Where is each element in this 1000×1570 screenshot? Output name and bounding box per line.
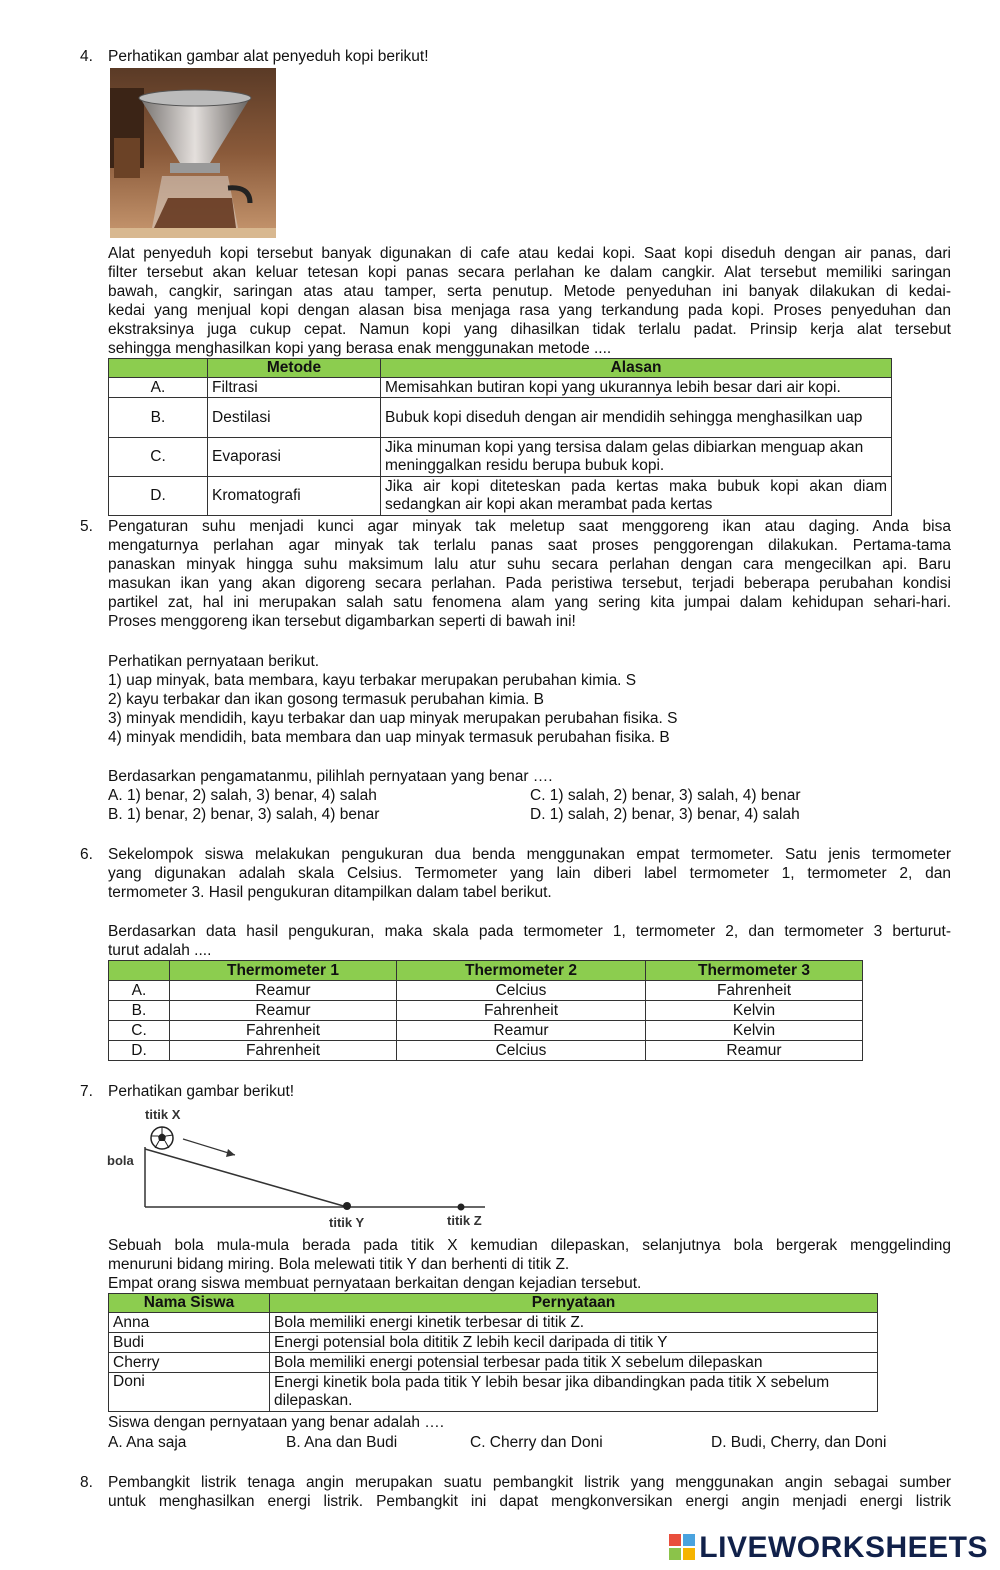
q7-header-nama: Nama Siswa (109, 1294, 270, 1313)
q8-number: 8. (80, 1474, 93, 1491)
q6-option-d[interactable]: D. (109, 1041, 170, 1061)
q5-option-c[interactable]: C. 1) salah, 2) benar, 3) salah, 4) benar (530, 787, 801, 804)
q6-header-t3: Thermometer 3 (646, 961, 863, 981)
q7-table (108, 1293, 878, 1412)
q4-header-alasan: Alasan (381, 359, 892, 378)
table-row: D. Kromatografi Jika air kopi diteteskan pada kertas maka bubuk kopi akan diam sedangkan air kopi akan merambat pada kertas (109, 477, 892, 516)
q7-header-pernyataan: Pernyataan (270, 1294, 878, 1313)
q7-option-b[interactable]: B. Ana dan Budi (286, 1434, 398, 1451)
q7-ask: Siswa dengan pernyataan yang benar adalah …. (108, 1414, 445, 1431)
q4-table (108, 358, 892, 516)
q6-option-a[interactable]: A. (109, 981, 170, 1001)
q5-option-b[interactable]: B. 1) benar, 2) benar, 3) salah, 4) benar (108, 806, 380, 823)
list-item: 4) minyak mendidih, bata membara dan uap minyak termasuk perubahan fisika. B (108, 729, 670, 746)
table-row: C. Evaporasi Jika minuman kopi yang tersisa dalam gelas dibiarkan menguap akan meninggalkan residu berupa bubuk kopi. (109, 438, 892, 477)
q4-option-c[interactable]: C. (109, 438, 208, 477)
q5-option-a[interactable]: A. 1) benar, 2) salah, 3) benar, 4) salah (108, 787, 377, 804)
q6-number: 6. (80, 846, 93, 863)
q4-prompt: Perhatikan gambar alat penyeduh kopi berikut! (108, 48, 429, 65)
list-item: 2) kayu terbakar dan ikan gosong termasuk perubahan kimia. B (108, 691, 544, 708)
table-row: Budi Energi potensial bola dititik Z lebih kecil daripada di titik Y (109, 1333, 878, 1353)
label-titik-x: titik X (145, 1107, 181, 1122)
list-item: 1) uap minyak, bata membara, kayu terbakar merupakan perubahan kimia. S (108, 672, 637, 689)
coffee-dripper-photo (110, 68, 276, 238)
q5-ask: Berdasarkan pengamatanmu, pilihlah pernyataan yang benar …. (108, 768, 553, 785)
q7-number: 7. (80, 1083, 93, 1100)
label-bola: bola (107, 1153, 134, 1168)
q4-option-a[interactable]: A. (109, 378, 208, 398)
table-row: C. Fahrenheit Reamur Kelvin (109, 1021, 863, 1041)
ball-icon (151, 1127, 173, 1149)
label-titik-y: titik Y (329, 1215, 365, 1230)
q6-header-t1: Thermometer 1 (170, 961, 397, 981)
table-row: B. Reamur Fahrenheit Kelvin (109, 1001, 863, 1021)
list-item: 3) minyak mendidih, kayu terbakar dan uap minyak merupakan perubahan fisika. S (108, 710, 678, 727)
table-row: A. Reamur Celcius Fahrenheit (109, 981, 863, 1001)
q6-option-b[interactable]: B. (109, 1001, 170, 1021)
table-row: Doni Energi kinetik bola pada titik Y lebih besar jika dibandingkan pada titik X sebelum dilepaskan. (109, 1373, 878, 1412)
label-titik-z: titik Z (447, 1213, 482, 1228)
q7-option-d[interactable]: D. Budi, Cherry, dan Doni (711, 1434, 887, 1451)
q4-option-b[interactable]: B. (109, 398, 208, 438)
q7-option-a[interactable]: A. Ana saja (108, 1434, 187, 1451)
point-y-icon (343, 1202, 351, 1210)
table-row: A. Filtrasi Memisahkan butiran kopi yang ukurannya lebih besar dari air kopi. (109, 378, 892, 398)
liveworksheets-logo-icon (669, 1534, 695, 1560)
q6-header-t2: Thermometer 2 (397, 961, 646, 981)
q7-option-c[interactable]: C. Cherry dan Doni (470, 1434, 603, 1451)
table-row: D. Fahrenheit Celcius Reamur (109, 1041, 863, 1061)
q4-option-d[interactable]: D. (109, 477, 208, 516)
brand-name: LIVEWORKSHEETS (699, 1530, 988, 1564)
q4-number: 4. (80, 48, 93, 65)
q5-number: 5. (80, 518, 93, 535)
liveworksheets-logo (669, 1530, 988, 1564)
q6-table (108, 960, 863, 1061)
q5-intro: Perhatikan pernyataan berikut. (108, 653, 320, 670)
coffee-dripper-image (110, 68, 276, 238)
inclined-plane-diagram (105, 1103, 495, 1233)
q5-option-d[interactable]: D. 1) salah, 2) benar, 3) benar, 4) salah (530, 806, 800, 823)
q4-header-metode: Metode (208, 359, 381, 378)
q6-option-c[interactable]: C. (109, 1021, 170, 1041)
point-z-icon (458, 1204, 465, 1211)
table-row: Anna Bola memiliki energi kinetik terbesar di titik Z. (109, 1313, 878, 1333)
q7-prompt: Perhatikan gambar berikut! (108, 1083, 295, 1100)
table-row: Cherry Bola memiliki energi potensial terbesar pada titik X sebelum dilepaskan (109, 1353, 878, 1373)
table-row: B. Destilasi Bubuk kopi diseduh dengan air mendidih sehingga menghasilkan uap (109, 398, 892, 438)
